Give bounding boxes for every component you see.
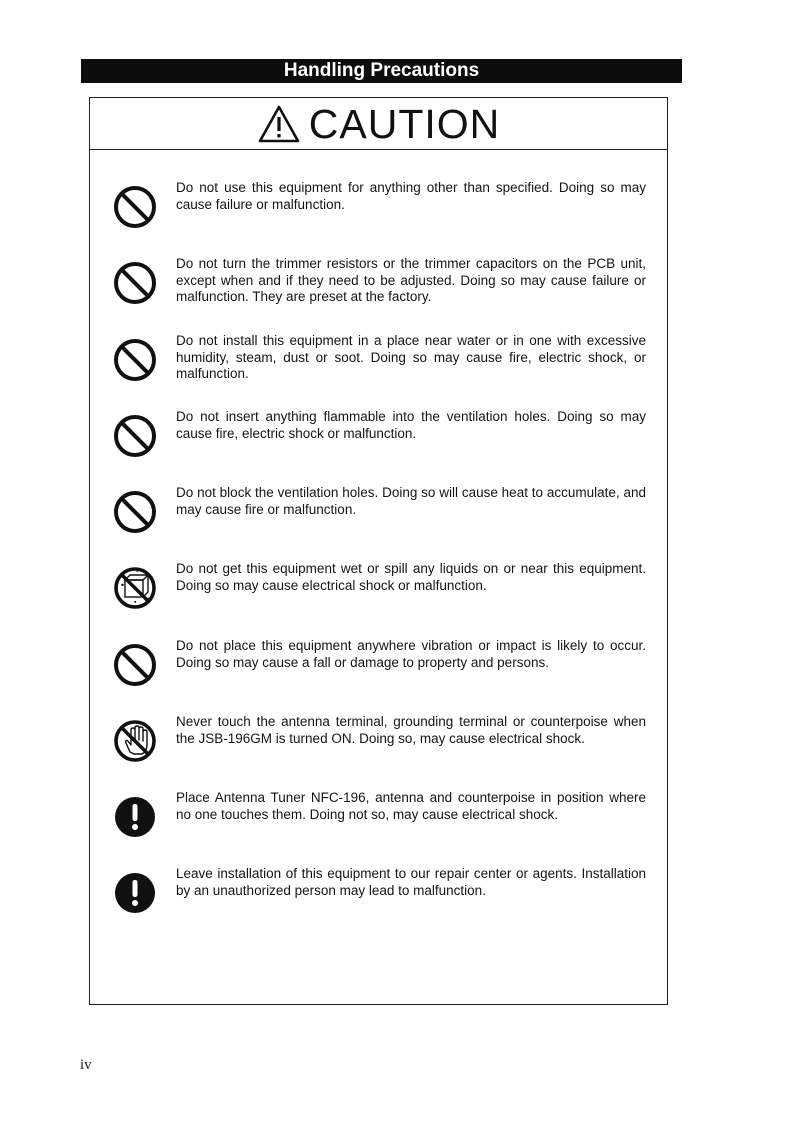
mandatory-action-icon [112, 794, 158, 840]
prohibition-icon [112, 642, 158, 688]
warning-triangle-icon [257, 104, 301, 144]
no-touch-icon [112, 718, 158, 764]
caution-heading [90, 98, 667, 150]
prohibition-icon [112, 489, 158, 535]
precaution-text: Do not install this equipment in a place near water or in one with excessive humidity, steam, dust or soot. Doing so may cause fire, electric shock, or malfunction. [176, 333, 646, 381]
precaution-text: Do not place this equipment anywhere vibration or impact is likely to occur. Doing so may cause a fall or damage to property and persons. [176, 638, 646, 670]
caution-box [89, 97, 668, 1005]
precaution-text: Never touch the antenna terminal, grounding terminal or counterpoise when the JSB-196GM is turned ON. Doing so, may cause electrical shock. [176, 714, 646, 746]
precaution-text: Place Antenna Tuner NFC-196, antenna and counterpoise in position where no one touches them. Doing not so, may cause electrical shock. [176, 790, 646, 822]
prohibition-icon [112, 413, 158, 459]
precaution-text: Do not turn the trimmer resistors or the trimmer capacitors on the PCB unit, except when and if they need to be adjusted. Doing so may cause failure or malfunction. They are preset at the factory. [176, 256, 646, 304]
prohibition-icon [112, 337, 158, 383]
section-header: Handling Precautions [81, 59, 682, 83]
precaution-text: Do not use this equipment for anything other than specified. Doing so may cause failure or malfunction. [176, 180, 646, 212]
caution-title: CAUTION [308, 100, 501, 147]
mandatory-action-icon [112, 870, 158, 916]
precaution-text: Do not block the ventilation holes. Doing so will cause heat to accumulate, and may cause fire or malfunction. [176, 485, 646, 517]
precaution-text: Do not insert anything flammable into the ventilation holes. Doing so may cause fire, electric shock or malfunction. [176, 409, 646, 441]
prohibition-icon [112, 260, 158, 306]
prohibition-icon [112, 184, 158, 230]
precaution-text: Leave installation of this equipment to our repair center or agents. Installation by an unauthorized person may lead to malfunction. [176, 866, 646, 898]
no-liquid-icon [112, 565, 158, 611]
precaution-text: Do not get this equipment wet or spill any liquids on or near this equipment. Doing so may cause electrical shock or malfunction. [176, 561, 646, 593]
page-number: iv [80, 1057, 92, 1073]
